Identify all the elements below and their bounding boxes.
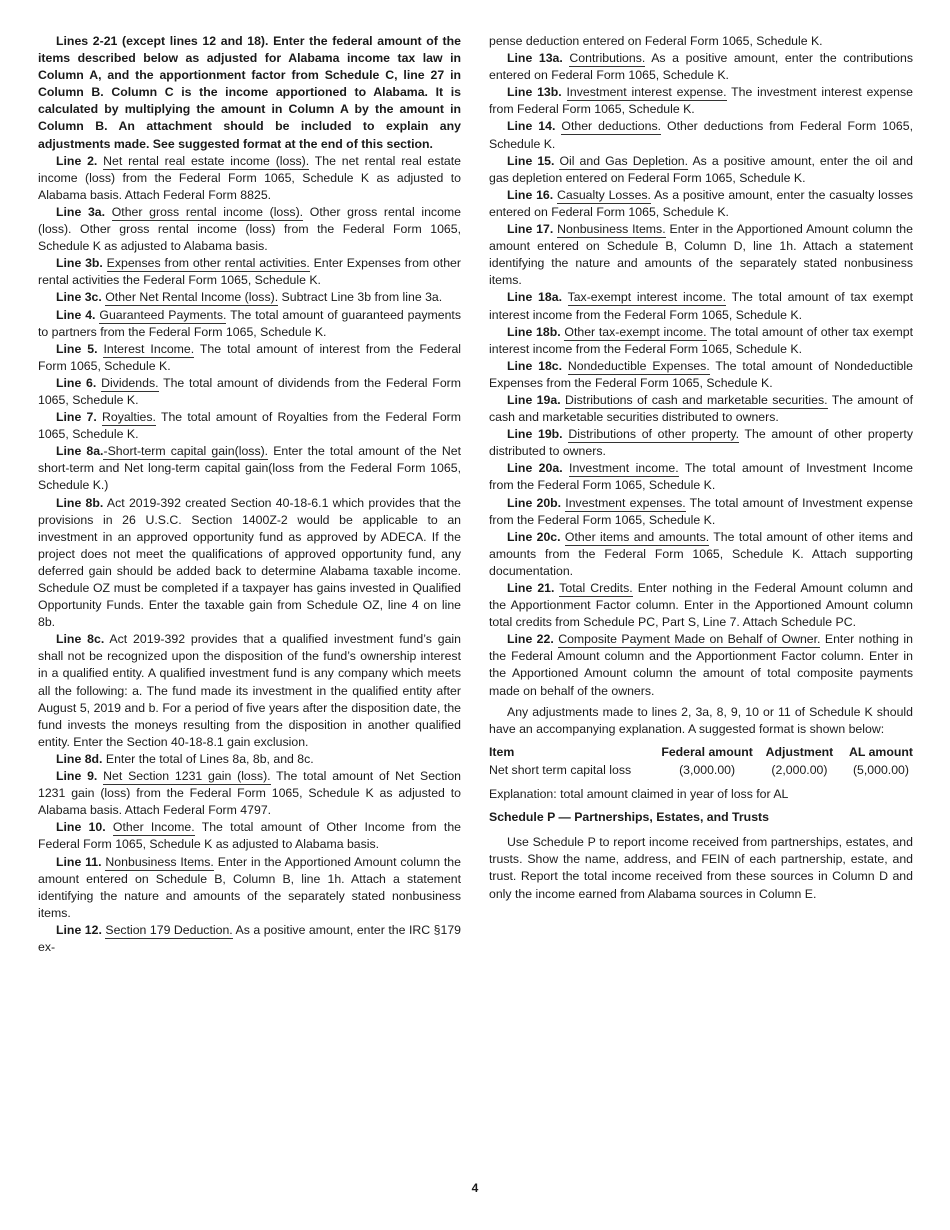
column-header-al-amount: AL amount (849, 744, 913, 759)
cell-adjustment: (2,000.00) (771, 762, 828, 777)
line-14-paragraph (489, 118, 913, 152)
line-body: Enter nothing in the Federal Amount column and the Apportionment Factor column. Enter in the Apportioned Amount column total credits from Schedule PC, Part S, Line 7. Attach Schedule PC. (489, 581, 913, 630)
line-body: Enter Expenses from other rental activities the Federal Form 1065, Schedule K. (38, 256, 461, 288)
line-title: Oil and Gas Depletion. (559, 153, 689, 168)
line-body: The total amount of dividends from the Federal Form 1065, Schedule K. (38, 375, 461, 407)
line-19a-paragraph (489, 392, 913, 426)
line-number: Line 4. (56, 307, 96, 322)
line-number: Line 17. (507, 222, 554, 237)
line-20b-paragraph (489, 495, 913, 529)
line-9-paragraph (38, 768, 461, 819)
line-13a-paragraph (489, 50, 913, 84)
line-3c-paragraph (38, 289, 461, 306)
line-number: Line 21. (507, 581, 555, 595)
line-20c-paragraph (489, 529, 913, 580)
line-body: Enter in the Apportioned Amount column the amount entered on Schedule B, Column B, line 1h. Attach a statement identifying the nature and amounts of the separately stated nonbusiness items. (38, 854, 461, 920)
schedule-p-heading: Schedule P — Partnerships, Estates, and Trusts (489, 810, 769, 825)
line-3b-paragraph (38, 255, 461, 289)
line-body: Act 2019-392 created Section 40-18-6.1 which provides that the provisions in 26 U.S.C. Section 1400Z-2 would be applicable to an investment in an approved opportunity fund as approved by ADECA. If the project does not meet the qualifications of approved opportunity fund, any deferred gain should be added back to determine Alabama taxable income. Schedule OZ must be completed if a taxpayer has gains invested in Qualified Opportunity Funds. Enter the taxable gain from Schedule OZ, line 4 on line 8b. (38, 495, 462, 630)
line-title: Other items and amounts. (564, 529, 710, 544)
line-body: The total amount of tax exempt interest income from the Federal Form 1065, Schedule K. (489, 290, 913, 322)
line-3a-paragraph (38, 204, 461, 255)
line-8d-paragraph (38, 751, 461, 768)
line-title: Other Net Rental Income (loss). (105, 290, 279, 305)
line-title: Total Credits. (559, 581, 633, 595)
line-body: Enter the total of Lines 8a, 8b, and 8c. (102, 751, 314, 766)
line-body: Act 2019-392 provides that a qualified investment fund’s gain shall not be recognized upon the disposition of the fund’s ownership interest in a qualified entity. A qualified investment fund is any company which meets all the following: a. The fund made its investment in the qualified entity after August 5, 2019 and b. For a period of five years after the disposition date, the fund invests the moneys resulting from the disposition in another qualified entity. Enter the Section 40-18-8.1 gain exclusion. (38, 632, 461, 749)
explanation-text: Explanation: total amount claimed in year of loss for AL (489, 787, 789, 802)
cell-al-amount: (5,000.00) (852, 762, 909, 777)
line-6-paragraph (38, 375, 461, 409)
line-title: Investment income. (569, 461, 679, 476)
line-title: Dividends. (101, 375, 159, 390)
line-body: The total amount of other tax exempt interest income from the Federal Form 1065, Schedule K. (489, 324, 914, 356)
line-title: Interest Income. (103, 341, 195, 356)
line-number: Line 10. (56, 820, 106, 835)
line-number: Line 12. (56, 922, 102, 937)
line-16-paragraph (489, 187, 913, 221)
line-18b-paragraph (489, 324, 913, 358)
line-body: As a positive amount, enter the casualty losses entered on Federal Form 1065, Schedule K. (489, 187, 914, 219)
line-number: Line 15. (507, 153, 555, 168)
line-number: Line 2. (56, 153, 98, 168)
line-body: As a positive amount, enter the IRC §179 ex- (38, 922, 461, 954)
line-body: The investment interest expense from Federal Form 1065, Schedule K. (489, 85, 913, 117)
line-body: Enter the total amount of the Net short-term and Net long-term capital gain(loss from the Federal Form 1065, Schedule K.) (38, 444, 461, 493)
line-number: Line 19b. (507, 427, 563, 442)
line-title: Other deductions. (561, 119, 662, 134)
line-title: Composite Payment Made on Behalf of Owner. (558, 632, 821, 647)
line-body: The total amount of Nondeductible Expenses from the Federal Form 1065, Schedule K. (489, 358, 913, 390)
line-number: Line 6. (56, 375, 97, 390)
line-number: Line 13b. (507, 85, 562, 100)
line-title: Section 179 Deduction. (105, 922, 233, 937)
line-18c-paragraph (489, 358, 913, 392)
line-title: Investment expenses. (565, 495, 686, 510)
line-body: The total amount of Investment expense from the Federal Form 1065, Schedule K. (489, 495, 913, 527)
line-number: Line 8b. (56, 495, 104, 510)
line-title: Other Income. (112, 820, 195, 835)
line-title: Tax-exempt interest income. (567, 290, 727, 305)
line-body: Subtract Line 3b from line 3a. (278, 290, 443, 305)
line-number: Line 7. (56, 410, 97, 425)
line-body: The total amount of Investment Income from the Federal Form 1065, Schedule K. (489, 461, 913, 493)
line-title: Net rental real estate income (loss). (103, 153, 310, 168)
line-body: Enter in the Apportioned Amount column the amount entered on Schedule B, Column D, line 1h. Attach a statement identifying the nature and amounts of the separately stated nonbusiness items. (489, 222, 913, 288)
cell-item: Net short term capital loss (489, 762, 632, 777)
line-body: The total amount of interest from the Federal Form 1065, Schedule K. (38, 341, 462, 373)
line-title: Net Section 1231 gain (loss). (103, 769, 271, 784)
line-title: Expenses from other rental activities. (106, 256, 310, 271)
line-22-paragraph (489, 631, 913, 699)
line-title: Other tax-exempt income. (564, 324, 707, 339)
line-19b-paragraph (489, 426, 913, 460)
line-2-paragraph (38, 153, 461, 204)
column-header-adjustment: Adjustment (765, 744, 834, 759)
table-header-row (489, 744, 913, 761)
line-18a-paragraph (489, 289, 913, 323)
line-number: Line 5. (56, 341, 98, 356)
line-title: Distributions of other property. (568, 427, 740, 442)
line-number: Line 16. (507, 187, 554, 202)
line-body: The total amount of other items and amounts from the Federal Form 1065, Schedule K. Attach supporting documentation. (489, 529, 913, 578)
line-title: Contributions. (569, 51, 646, 66)
line-number: Line 22. (507, 632, 554, 647)
adjustment-example-table (489, 744, 913, 780)
line-number: Line 14. (507, 119, 556, 134)
line-title: Guaranteed Payments. (99, 307, 227, 322)
line-10-paragraph (38, 819, 461, 853)
intro-paragraph: Lines 2-21 (except lines 12 and 18). Enter the federal amount of the items described below as adjusted for Alabama income tax law in Column A, and the apportionment factor from Schedule C, line 27 in Column B. Column C is the income apportioned to Alabama. It is calculated by multiplying the amount in Column A by the amount in Column B. An attachment should be included to explain any adjustments made. See suggested format at the end of this section. (38, 34, 461, 151)
line-5-paragraph (38, 341, 461, 375)
line-number: Line 3c. (56, 290, 102, 305)
line-8c-paragraph (38, 631, 461, 751)
line-8a-paragraph (38, 443, 461, 494)
line-title: Investment interest expense. (566, 85, 727, 100)
line-13b-paragraph (489, 84, 913, 118)
page-number: 4 (471, 1181, 479, 1195)
line-12-continuation: pense deduction entered on Federal Form 1065, Schedule K. (489, 34, 823, 48)
line-17-paragraph (489, 221, 913, 289)
line-number: Line 18b. (507, 324, 561, 339)
line-number: Line 20b. (507, 495, 562, 510)
line-body: As a positive amount, enter the contributions entered on Federal Form 1065, Schedule K. (489, 51, 913, 83)
line-15-paragraph (489, 153, 913, 187)
line-4-paragraph (38, 307, 461, 341)
line-body: Other deductions from Federal Form 1065, Schedule K. (489, 119, 913, 151)
line-body: Enter nothing in the Federal Amount column and the Apportionment Factor column. Enter in the Apportioned Amount column the amount of total composite payments made on behalf of the owners. (489, 632, 913, 698)
line-number: Line 8d. (56, 751, 103, 766)
schedule-p-paragraph: Use Schedule P to report income received from partnerships, estates, and trusts. Show the name, address, and FEIN of each partnership, estate, and trust. Report the total income received from these sources in Column D and only the income earned from Alabama sources in Column E. (489, 835, 913, 901)
line-7-paragraph (38, 409, 461, 443)
line-body: Other gross rental income (loss). Other gross rental income (loss) from the Federal Form 1065, Schedule K as adjusted to Alabama basis. (38, 204, 461, 254)
line-20a-paragraph (489, 460, 913, 494)
line-title: Distributions of cash and marketable securities. (565, 392, 828, 407)
line-11-paragraph (38, 854, 461, 922)
line-body: The total amount of Net Section 1231 gain (loss) from the Federal Form 1065, Schedule K as adjusted to Alabama basis. Attach Federal Form 4797. (38, 769, 462, 818)
cell-federal-amount: (3,000.00) (679, 762, 736, 777)
line-number: Line 8a. (56, 444, 104, 459)
column-header-federal-amount: Federal amount (661, 744, 753, 759)
line-title: -Short-term capital gain(loss). (103, 444, 269, 459)
right-column (489, 33, 913, 903)
line-number: Line 9. (56, 769, 98, 784)
line-number: Line 20c. (507, 529, 561, 544)
table-row (489, 761, 913, 780)
line-body: The amount of cash and marketable securities distributed to owners. (489, 392, 913, 425)
line-21-paragraph (489, 580, 913, 631)
line-body: The total amount of Other Income from the Federal Form 1065, Schedule K as adjusted to Alabama basis. (38, 820, 461, 852)
line-number: Line 20a. (507, 461, 563, 476)
adjustment-note: Any adjustments made to lines 2, 3a, 8, 9, 10 or 11 of Schedule K should have an accompanying explanation. A suggested format is shown below: (489, 704, 913, 736)
line-body: The amount of other property distributed to owners. (489, 427, 913, 459)
line-title: Casualty Losses. (556, 187, 651, 202)
line-title: Nonbusiness Items. (105, 854, 214, 869)
line-body: The net rental real estate income (loss) from the Federal Form 1065, Schedule K as adjusted to Alabama basis. Attach Federal Form 8825. (38, 153, 461, 202)
line-8b-paragraph (38, 495, 461, 632)
left-column (38, 33, 461, 956)
line-number: Line 13a. (507, 51, 563, 66)
line-number: Line 18a. (507, 290, 562, 305)
line-number: Line 19a. (507, 392, 561, 407)
line-number: Line 3b. (56, 256, 103, 271)
line-number: Line 18c. (507, 358, 563, 373)
line-12-paragraph (38, 922, 461, 956)
line-title: Royalties. (101, 410, 156, 425)
line-number: Line 3a. (56, 204, 106, 219)
line-number: Line 8c. (56, 632, 105, 647)
column-header-item: Item (489, 744, 515, 759)
line-body: The total amount of guaranteed payments to partners from the Federal Form 1065, Schedule K. (38, 307, 461, 339)
line-title: Other gross rental income (loss). (111, 204, 304, 219)
line-body: The total amount of Royalties from the Federal Form 1065, Schedule K. (38, 410, 462, 442)
line-body: As a positive amount, enter the oil and gas depletion entered on Federal Form 1065, Schedule K. (489, 153, 913, 185)
line-title: Nonbusiness Items. (557, 222, 666, 237)
line-title: Nondeductible Expenses. (567, 358, 710, 373)
line-number: Line 11. (56, 854, 102, 869)
